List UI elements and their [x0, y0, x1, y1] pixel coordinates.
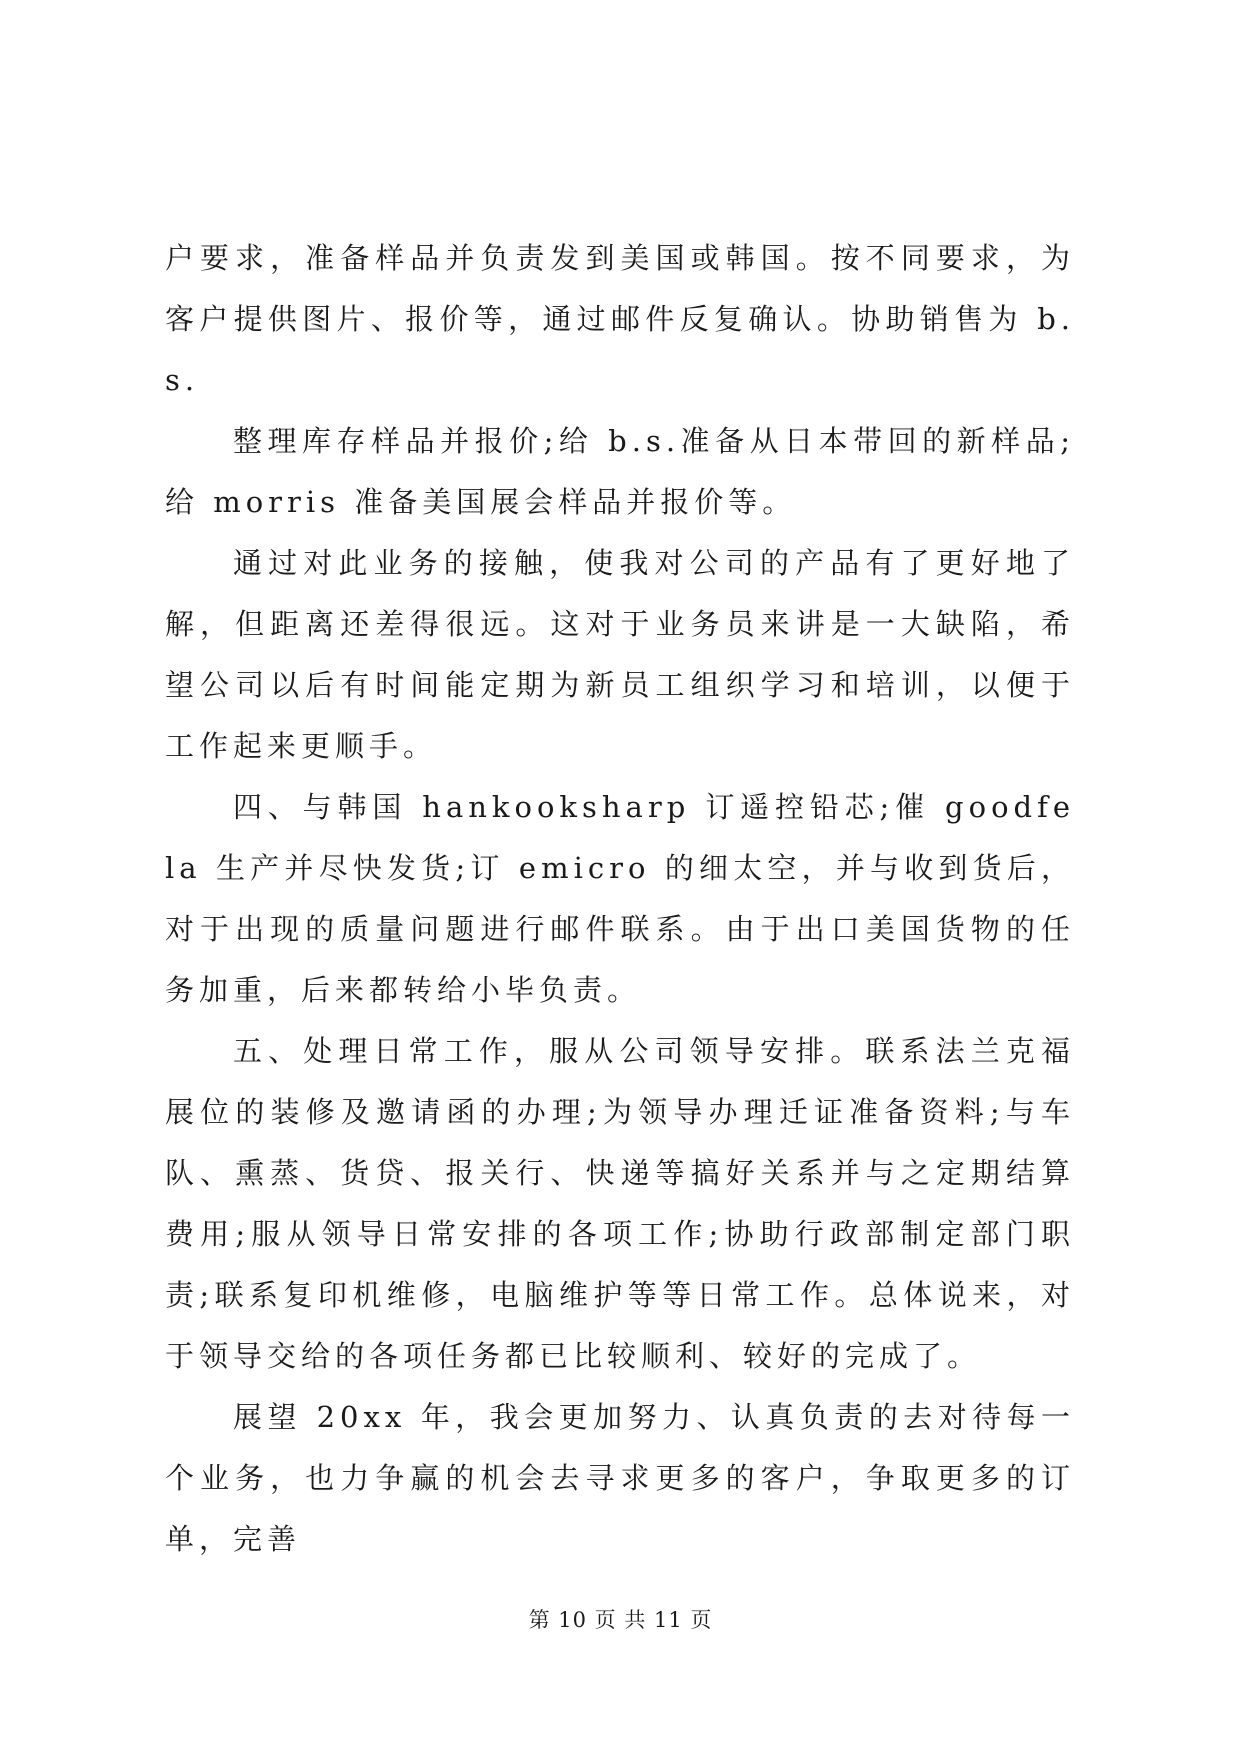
paragraph-1: 户要求，准备样品并负责发到美国或韩国。按不同要求，为客户提供图片、报价等，通过邮件反复确认。协助销售为 b.s. [165, 241, 1075, 397]
paragraph-6: 展望 20xx 年，我会更加努力、认真负责的去对待每一个业务，也力争赢的机会去寻求更多的客户，争取更多的订单，完善 [165, 1400, 1075, 1556]
paragraph-4: 四、与韩国 hankooksharp 订遥控铅芯;催 goodfela 生产并尽快发货;订 emicro 的细太空，并与收到货后，对于出现的质量问题进行邮件联系。由于出口美国货物的任务加重，后来都转给小毕负责。 [165, 790, 1075, 1007]
document-body [165, 228, 1075, 1570]
paragraph-2: 整理库存样品并报价;给 b.s.准备从日本带回的新样品;给 morris 准备美国展会样品并报价等。 [165, 424, 1075, 519]
page-number-footer: 第 10 页 共 11 页 [528, 1608, 713, 1632]
paragraph-3: 通过对此业务的接触，使我对公司的产品有了更好地了解，但距离还差得很远。这对于业务员来讲是一大缺陷，希望公司以后有时间能定期为新员工组织学习和培训，以便于工作起来更顺手。 [165, 546, 1075, 763]
paragraph-5: 五、处理日常工作，服从公司领导安排。联系法兰克福展位的装修及邀请函的办理;为领导办理迁证准备资料;与车队、熏蒸、货贷、报关行、快递等搞好关系并与之定期结算费用;服从领导日常安排的各项工作;协助行政部制定部门职责;联系复印机维修，电脑维护等等日常工作。总体说来，对于领导交给的各项任务都已比较顺利、较好的完成了。 [165, 1034, 1075, 1373]
